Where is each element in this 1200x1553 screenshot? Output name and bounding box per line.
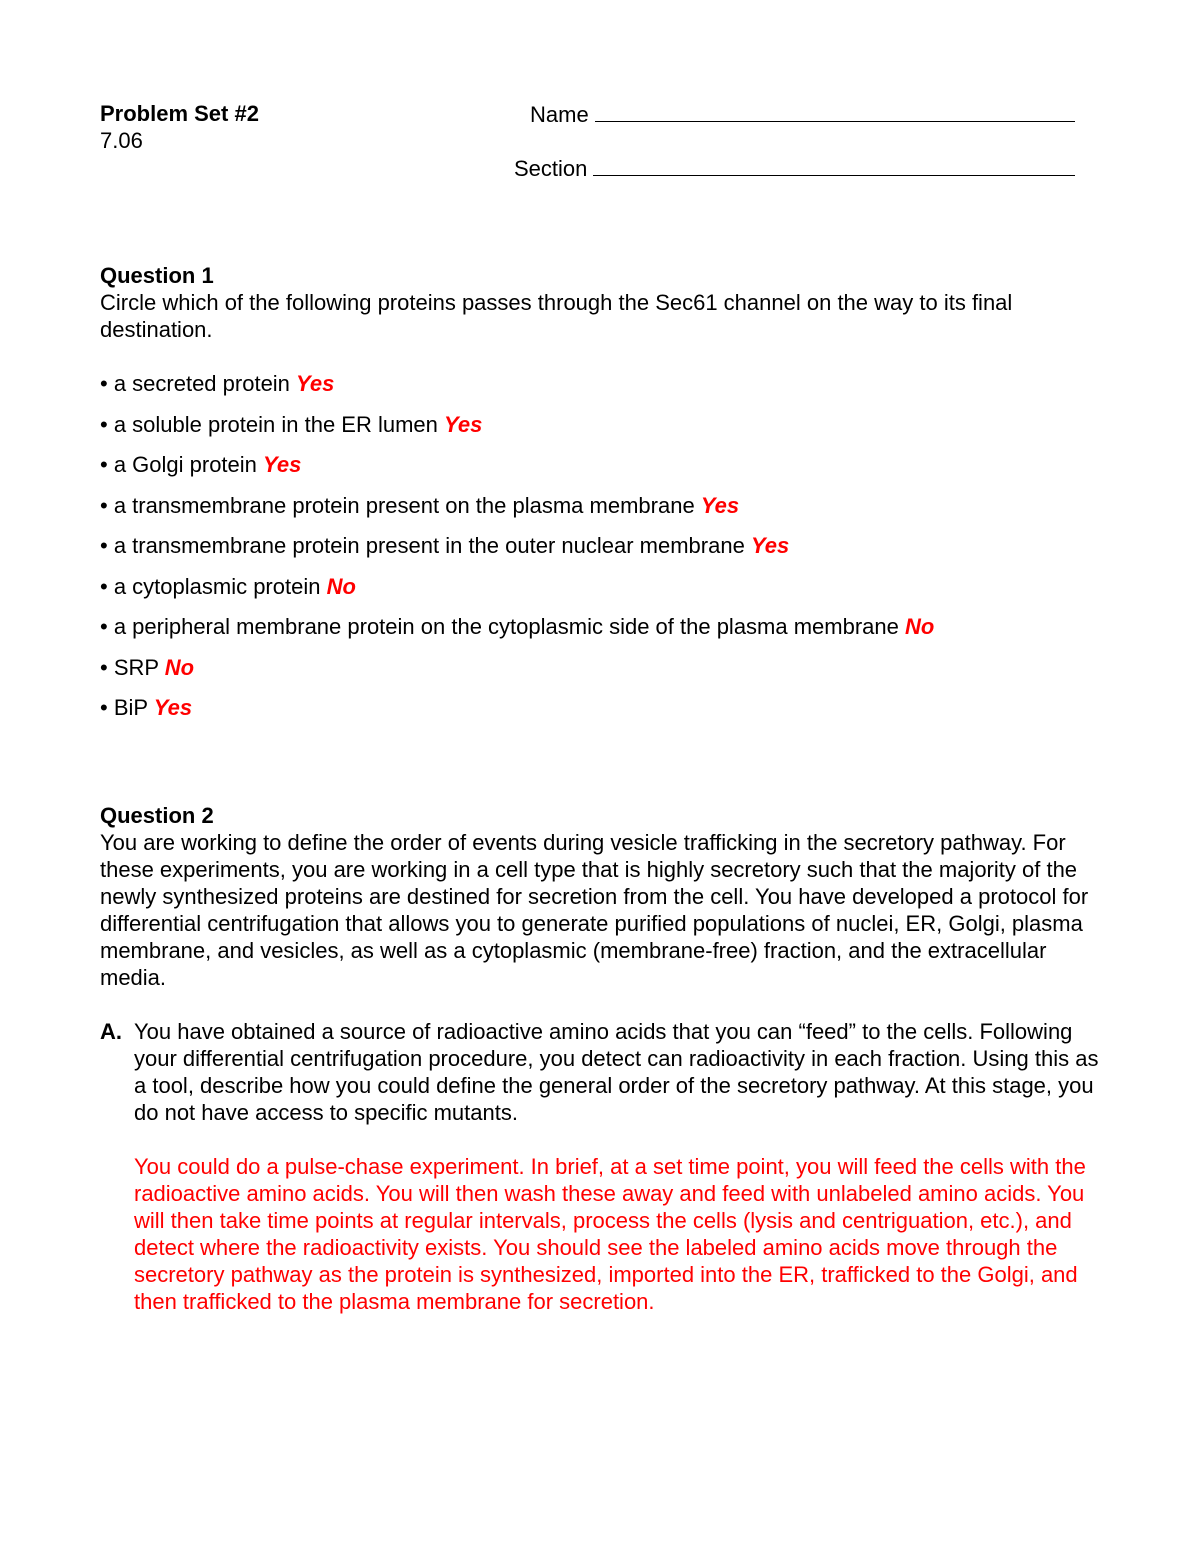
- item-text: • a peripheral membrane protein on the cytoplasmic side of the plasma membrane: [100, 614, 899, 639]
- part-a-answer: You could do a pulse-chase experiment. In brief, at a set time point, you will feed the cells with the radioactive amino acids. You will then wash these away and feed with unlabeled amino acids. You will then take time points at regular intervals, process the cells (lysis and centriguation, etc.), and detect where the radioactivity exists. You should see the labeled amino acids move through the secretory pathway as the protein is synthesized, imported into the ER, trafficked to the Golgi, and then trafficked to the plasma membrane for secretion.: [134, 1154, 1086, 1314]
- item-answer: Yes: [444, 411, 483, 437]
- question-1-heading: Question 1: [100, 263, 214, 288]
- question-2-body: You are working to define the order of events during vesicle trafficking in the secretory pathway. For these experiments, you are working in a cell type that is highly secretory such that the majority of the newly synthesized proteins are destined for secretion from the cell. You have developed a protocol for differential centrifugation that allows you to generate purified populations of nuclei, ER, Golgi, plasma membrane, and vesicles, as well as a cytoplasmic (membrane-free) fraction, and the extracellular media.: [100, 830, 1089, 990]
- name-field-row: [530, 100, 1075, 128]
- question-2-heading: Question 2: [100, 803, 214, 828]
- item-answer: Yes: [296, 371, 335, 396]
- item-text: • a transmembrane protein present on the plasma membrane: [100, 492, 695, 518]
- item-text: • BiP: [100, 695, 148, 720]
- item-answer: Yes: [700, 492, 740, 518]
- section-field-row: [514, 154, 1075, 182]
- question-1-prompt: Circle which of the following proteins passes through the Sec61 channel on the way to its final destination.: [100, 290, 1013, 342]
- list-item: [100, 573, 1100, 614]
- part-a-question: You have obtained a source of radioactive amino acids that you can “feed” to the cells. Following your differential centrifugation procedure, you detect can radioactivity in each fraction. Using this as a tool, describe how you could define the general order of the secretory pathway. At this stage, you do not have access to specific mutants.: [134, 1019, 1099, 1125]
- item-text: • SRP: [100, 654, 159, 680]
- list-item: [100, 532, 1100, 573]
- item-text: • a soluble protein in the ER lumen: [100, 411, 438, 437]
- name-label: Name: [530, 102, 589, 127]
- list-item: [100, 451, 1100, 492]
- section-label: Section: [514, 156, 588, 181]
- item-answer: Yes: [263, 452, 302, 477]
- section-blank-line: [593, 154, 1075, 176]
- list-item: [100, 613, 1100, 654]
- item-answer: No: [905, 614, 935, 639]
- item-answer: Yes: [750, 533, 790, 558]
- item-answer: No: [326, 573, 356, 599]
- item-answer: No: [164, 654, 195, 680]
- course-number: 7.06: [100, 128, 143, 153]
- item-text: • a secreted protein: [100, 371, 290, 396]
- item-text: • a transmembrane protein present in the outer nuclear membrane: [100, 533, 745, 558]
- item-text: • a Golgi protein: [100, 452, 257, 477]
- list-item: [100, 654, 1100, 695]
- list-item: [100, 492, 1100, 533]
- item-text: • a cytoplasmic protein: [100, 573, 321, 599]
- name-blank-line: [595, 100, 1075, 122]
- list-item: [100, 694, 1100, 735]
- item-answer: Yes: [153, 695, 193, 720]
- list-item: [100, 411, 1100, 452]
- part-a-label: A.: [100, 1019, 122, 1044]
- document-title: Problem Set #2: [100, 101, 259, 126]
- list-item: [100, 370, 1100, 411]
- question-1-list: [100, 370, 1100, 735]
